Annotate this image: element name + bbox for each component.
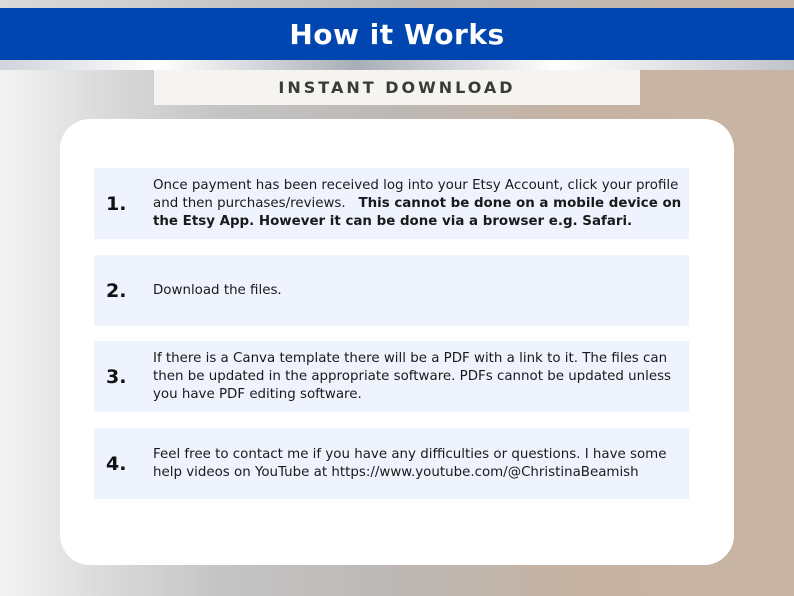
- step-number: 1.: [106, 192, 127, 215]
- header-divider: [0, 60, 794, 70]
- subheader-label: INSTANT DOWNLOAD: [278, 78, 516, 97]
- step-2: [94, 255, 689, 326]
- step-text: [153, 168, 683, 239]
- header-bar: [0, 8, 794, 60]
- step-text: [153, 255, 683, 326]
- step-text-regular: Download the files.: [153, 282, 282, 298]
- step-1: [94, 168, 689, 239]
- step-text: [153, 428, 683, 499]
- step-text-regular: If there is a Canva template there will be a PDF with a link to it. The files can then be updated in the appropriate software. PDFs cannot be updated unless you have PDF editing software.: [153, 350, 672, 402]
- page-title: How it Works: [289, 17, 505, 51]
- step-text-regular: Feel free to contact me if you have any difficulties or questions. I have some help videos on YouTube at https://www.youtube.com/@ChristinaBeamish: [153, 446, 667, 480]
- subheader-banner: [154, 70, 640, 105]
- step-3: [94, 341, 689, 412]
- step-number: 2.: [106, 279, 127, 302]
- step-4: [94, 428, 689, 499]
- step-text: [153, 341, 683, 412]
- step-text-regular: Once payment has been received log into your Etsy Account, click your profile and then purchases/reviews.: [153, 177, 679, 211]
- step-text-bold: This cannot be done on a mobile device on the Etsy App. However it can be done via a browser e.g. Safari.: [153, 195, 682, 229]
- step-number: 4.: [106, 452, 127, 475]
- top-border-strip: [0, 0, 794, 8]
- step-number: 3.: [106, 365, 127, 388]
